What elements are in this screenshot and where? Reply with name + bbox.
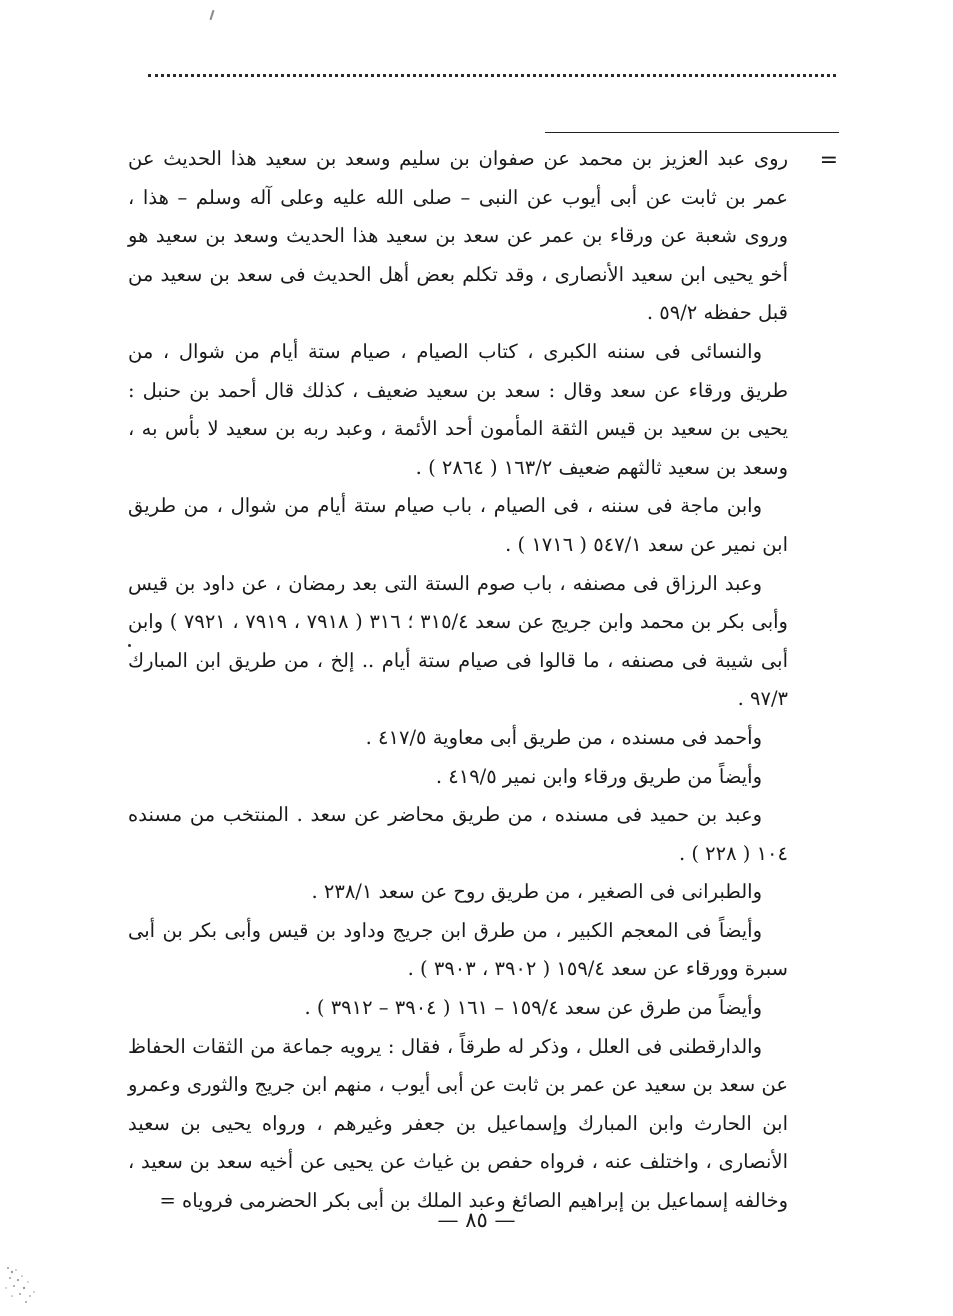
scan-artifact-icon [2,1262,38,1306]
footnote-paragraph: وأحمد فى مسنده ، من طريق أبى معاوية ٤١٧/٥ . [365,725,762,749]
continuation-mark: = [819,148,838,173]
footnotes-block [128,140,788,1221]
dotted-separator [148,74,836,77]
footnote-paragraph: وأيضاً فى المعجم الكبير ، من طرق ابن جريج وداود بن قيس وأبى بكر بن أبى سبرة وورقاء عن سعد ١٥٩/٤ ( ٣٩٠٢ ، ٣٩٠٣ ) . [128,918,788,981]
footnote-rule [545,132,839,133]
margin-dot [128,644,131,647]
footnote-paragraph: روى عبد العزيز بن محمد عن صفوان بن سليم وسعد بن سعيد هذا الحديث عن عمر بن ثابت عن أبى أيوب عن النبى – صلى الله عليه وعلى آله وسلم – هذا ، وروى شعبة عن ورقاء بن عمر عن سعد بن سعيد هذا الحديث وسعد بن سعيد هو أخو يحيى ابن سعيد الأنصارى ، وقد تكلم بعض أهل الحديث فى سعد بن سعيد من قبل حفظه ٥٩/٢ . [128,147,788,325]
footnote-paragraph: وأيضاً من طريق ورقاء وابن نمير ٤١٩/٥ . [435,764,762,788]
footnote-paragraph: والطبرانى فى الصغير ، من طريق روح عن سعد ٢٣٨/١ . [311,880,762,904]
footnote-paragraph: والدارقطنى فى العلل ، وذكر له طرقاً ، فقال : يرويه جماعة من الثقات الحفاظ عن سعد بن سعيد عن عمر بن ثابت عن أبى أيوب ، منهم ابن جريج والثورى وعمرو ابن الحارث وابن المبارك وإسماعيل بن جعفر وغيرهم ، ورواه يحيى بن سعيد الأنصارى ، واختلف عنه ، فرواه حفص بن غياث عن يحيى عن أخيه سعد بن سعيد ، وخالفه إسماعيل بن إبراهيم الصائغ وعبد الملك بن أبى بكر الحضرمى فروياه = [128,1034,788,1213]
footnote-paragraph: وعبد بن حميد فى مسنده ، من طريق محاضر عن سعد . المنتخب من مسنده ١٠٤ ( ٢٢٨ ) . [128,803,788,865]
footnote-paragraph: والنسائى فى سننه الكبرى ، كتاب الصيام ، صيام ستة أيام من شوال ، من طريق ورقاء عن سعد وقال : سعد بن سعيد ضعيف ، كذلك قال أحمد بن حنبل : يحيى بن سعيد بن قيس الثقة المأمون أحد الأئمة ، وعبد ربه بن سعيد لا بأس به ، وسعد بن سعيد ثالثهم ضعيف ١٦٣/٢ ( ٢٨٦٤ ) . [128,339,788,479]
scan-speck [210,10,215,20]
page-number: — ٨٥ — [437,1208,516,1232]
footnote-paragraph: وعبد الرزاق فى مصنفه ، باب صوم الستة التى بعد رمضان ، عن داود بن قيس وأبى بكر بن محمد وابن جريج عن سعد ٣١٥/٤ ؛ ٣١٦ ( ٧٩١٨ ، ٧٩١٩ ، ٧٩٢١ ) وابن أبى شيبة فى مصنفه ، ما قالوا فى صيام ستة أيام .. إلخ ، من طريق ابن المبارك ٩٧/٣ . [128,571,788,711]
footnote-paragraph: وأيضاً من طرق عن سعد ١٥٩/٤ – ١٦١ ( ٣٩٠٤ – ٣٩١٢ ) . [304,996,762,1020]
footnote-paragraph: وابن ماجة فى سننه ، فى الصيام ، باب صيام ستة أيام من شوال ، من طريق ابن نمير عن سعد ٥٤٧/١ ( ١٧١٦ ) . [128,494,788,556]
